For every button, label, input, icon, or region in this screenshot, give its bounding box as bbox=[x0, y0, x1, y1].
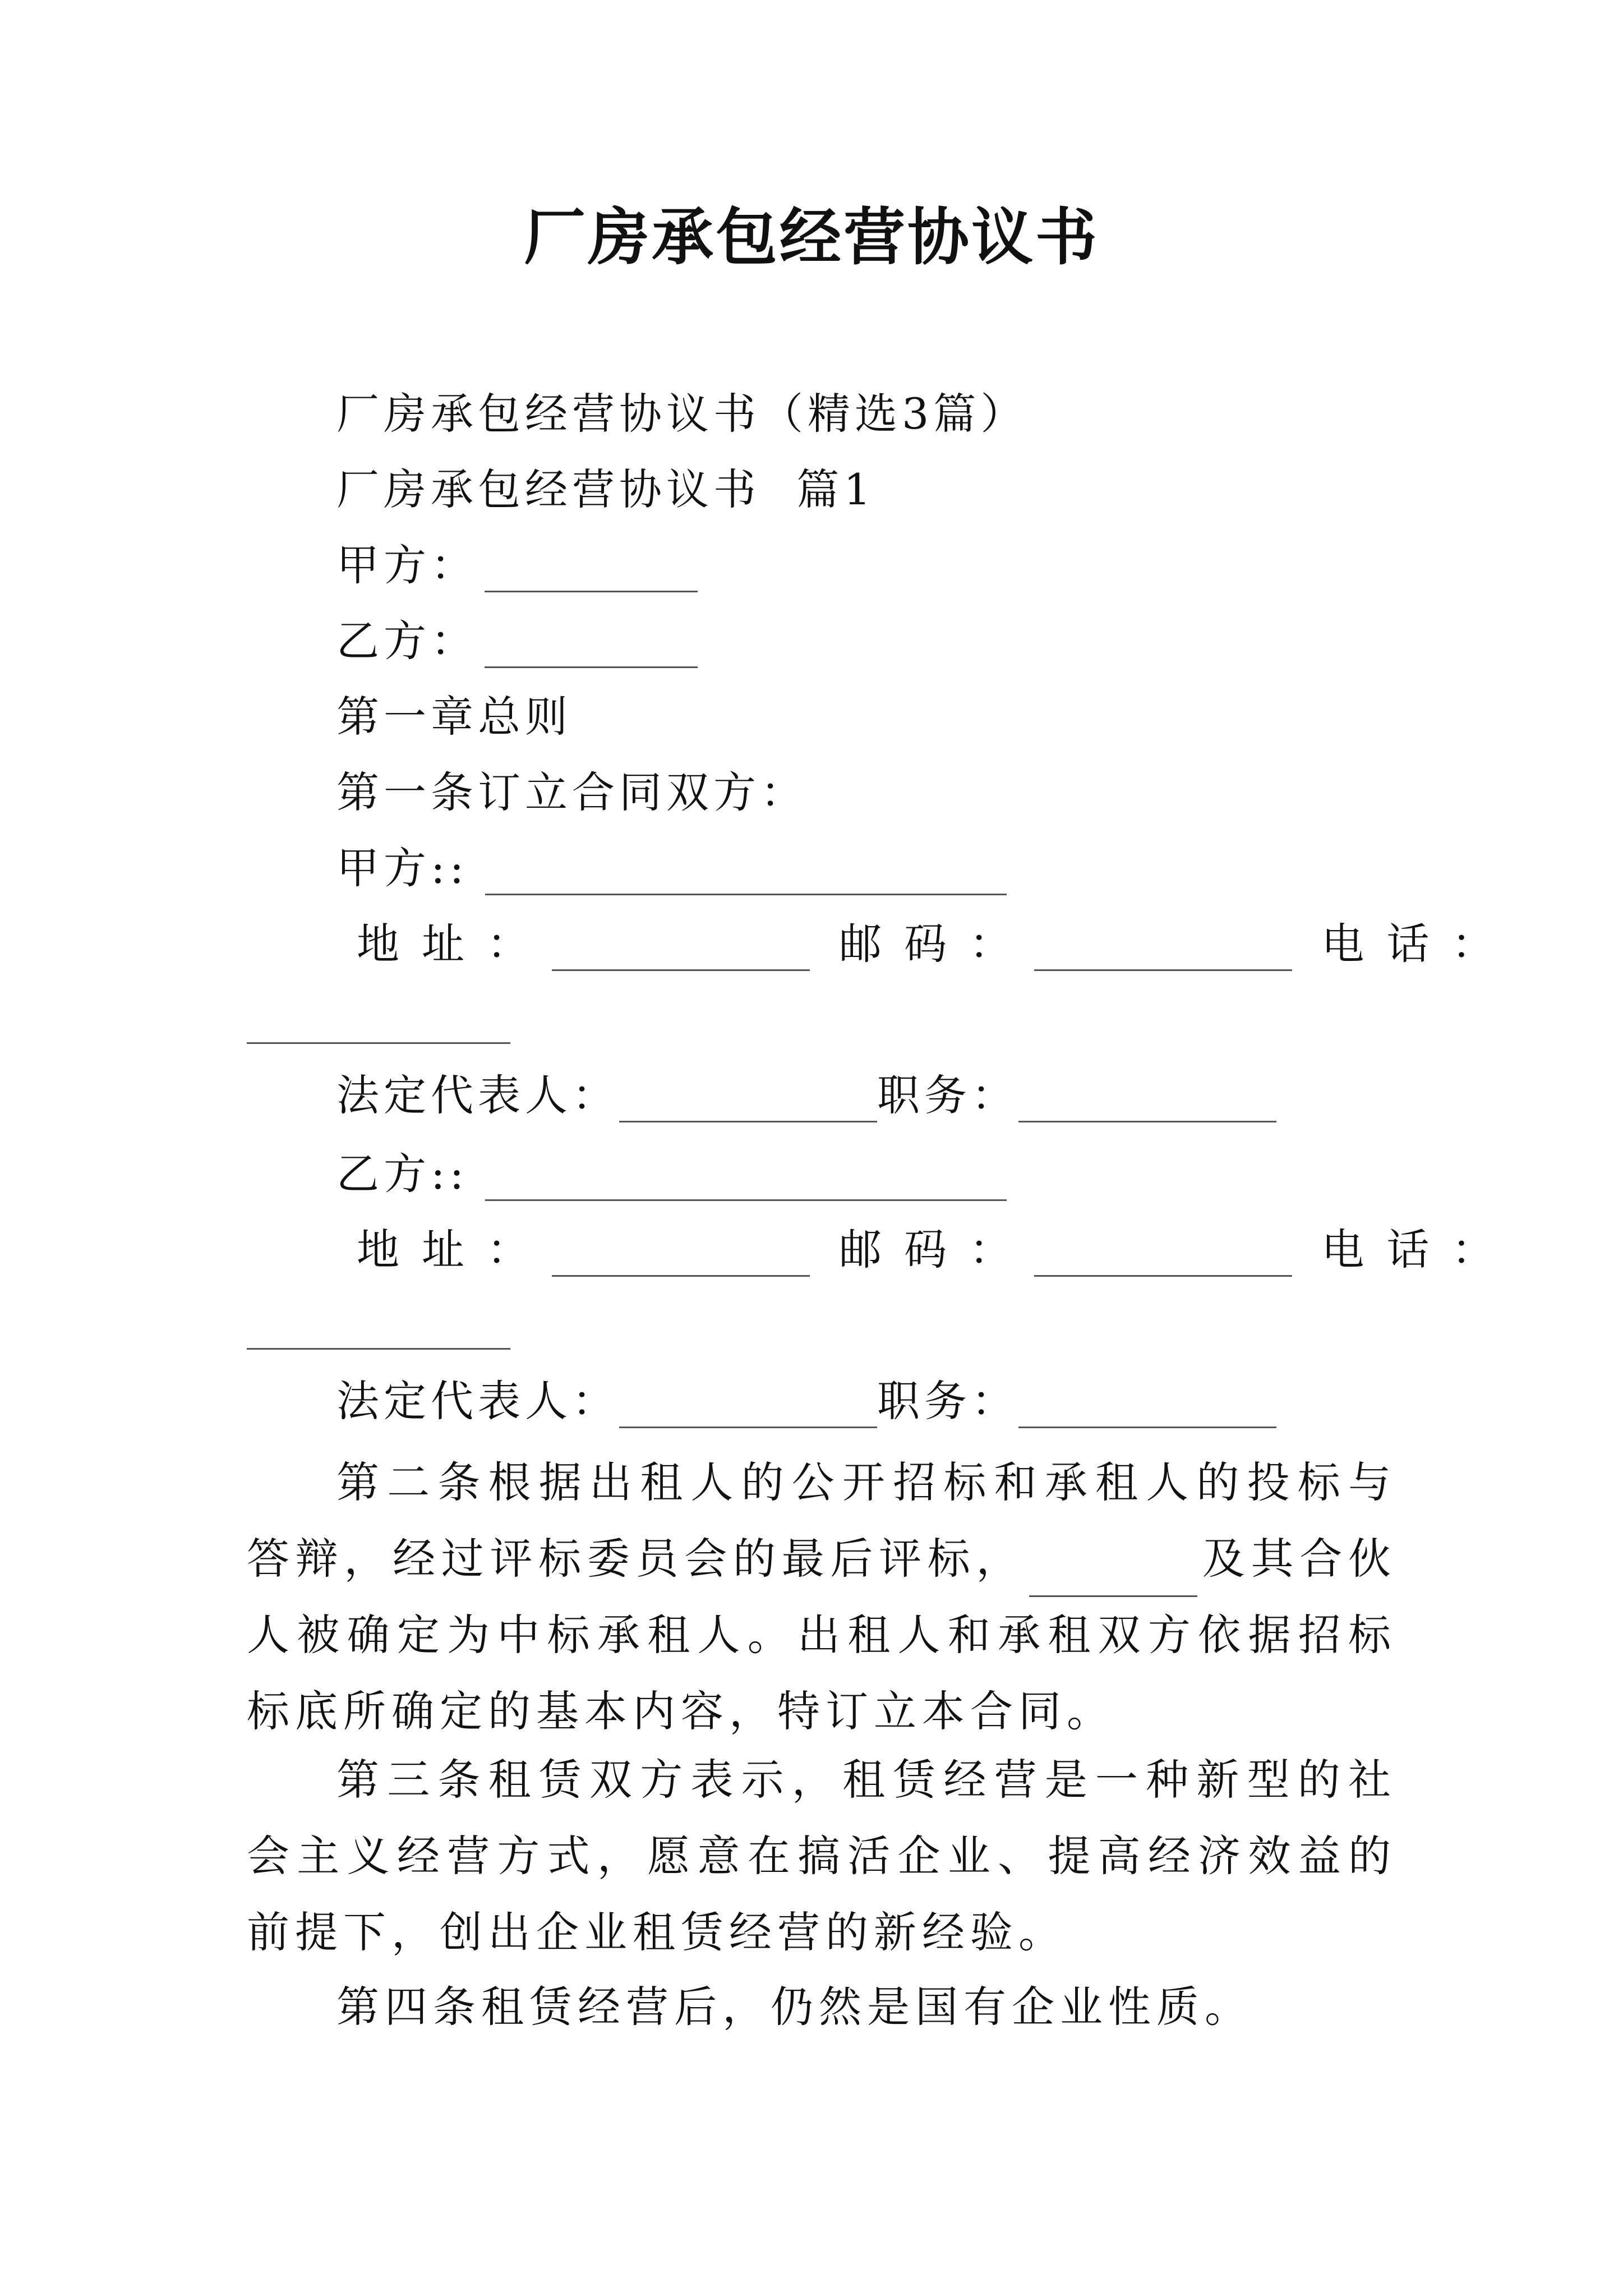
party-a-legal-rep-label: 法定代表人： bbox=[336, 1070, 619, 1120]
party-a-legal-rep-blank[interactable] bbox=[619, 1082, 877, 1122]
page-title: 厂房承包经营协议书 bbox=[524, 201, 1099, 273]
party-a-label: 甲方： bbox=[336, 540, 478, 590]
chapter-heading: 第一章总则 bbox=[336, 692, 572, 742]
party-b-blank[interactable] bbox=[485, 627, 698, 668]
party-a-detail-line bbox=[336, 841, 1007, 895]
party-b-position-blank[interactable] bbox=[1018, 1387, 1276, 1428]
party-a-blank[interactable] bbox=[485, 551, 698, 592]
article2-paragraph bbox=[247, 1444, 1396, 1750]
party-b-detail-line bbox=[336, 1147, 1007, 1201]
article2-text-part1: 第二条根据出租人的公开招标和承租人的投标与答辩，经过评标委员会的最后评标， bbox=[247, 1457, 1396, 1584]
party-a-address-blank[interactable] bbox=[552, 930, 810, 971]
party-b-rep-line bbox=[336, 1374, 1276, 1428]
party-b-phone-label: 电话： bbox=[1321, 1225, 1517, 1274]
party-a-line bbox=[336, 539, 698, 592]
article2-bidder-blank[interactable] bbox=[1029, 1559, 1197, 1597]
article1-heading: 第一条订立合同双方： bbox=[336, 767, 808, 817]
article3-paragraph: 第三条租赁双方表示，租赁经营是一种新型的社会主义经营方式，愿意在搞活企业、提高经济效益的前提下，创出企业租赁经营的新经验。 bbox=[247, 1755, 1396, 1957]
party-b-label: 乙方： bbox=[336, 616, 478, 666]
party-b-position-label: 职务： bbox=[877, 1376, 1018, 1426]
party-b-legal-rep-blank[interactable] bbox=[619, 1387, 877, 1428]
party-b-postcode-label: 邮码： bbox=[839, 1225, 1035, 1274]
party-a-contact-line bbox=[357, 917, 1516, 971]
party-a-phone-blank[interactable] bbox=[247, 1042, 510, 1044]
party-b-line bbox=[336, 614, 698, 668]
party-b-legal-rep-label: 法定代表人： bbox=[336, 1376, 619, 1426]
party-b-address-blank[interactable] bbox=[552, 1236, 810, 1277]
party-a-rep-line bbox=[336, 1069, 1276, 1122]
party-a-name-blank[interactable] bbox=[485, 854, 1007, 895]
party-a-detail-label: 甲方:: bbox=[336, 843, 469, 893]
party-b-address-label: 地址： bbox=[357, 1225, 552, 1274]
section-heading: 厂房承包经营协议书 篇1 bbox=[336, 464, 875, 514]
article4-paragraph: 第四条租赁经营后，仍然是国有企业性质。 bbox=[336, 1982, 1253, 2032]
party-a-postcode-blank[interactable] bbox=[1034, 930, 1292, 971]
party-b-phone-blank[interactable] bbox=[247, 1348, 510, 1350]
party-a-position-blank[interactable] bbox=[1018, 1082, 1276, 1122]
party-a-phone-label: 电话： bbox=[1321, 919, 1517, 969]
document-subtitle: 厂房承包经营协议书（精选3篇） bbox=[336, 389, 1028, 439]
party-a-address-label: 地址： bbox=[357, 919, 552, 969]
party-b-name-blank[interactable] bbox=[485, 1160, 1007, 1201]
party-a-postcode-label: 邮码： bbox=[839, 919, 1035, 969]
party-b-detail-label: 乙方:: bbox=[336, 1149, 469, 1199]
article2-text-part2: 及其合伙人被确定为中标承租人。出租人和承租双方依据招标标底所确定的基本内容，特订立本合同。 bbox=[247, 1534, 1397, 1736]
party-b-postcode-blank[interactable] bbox=[1034, 1236, 1292, 1277]
party-a-position-label: 职务： bbox=[877, 1070, 1018, 1120]
party-b-contact-line bbox=[357, 1223, 1516, 1277]
